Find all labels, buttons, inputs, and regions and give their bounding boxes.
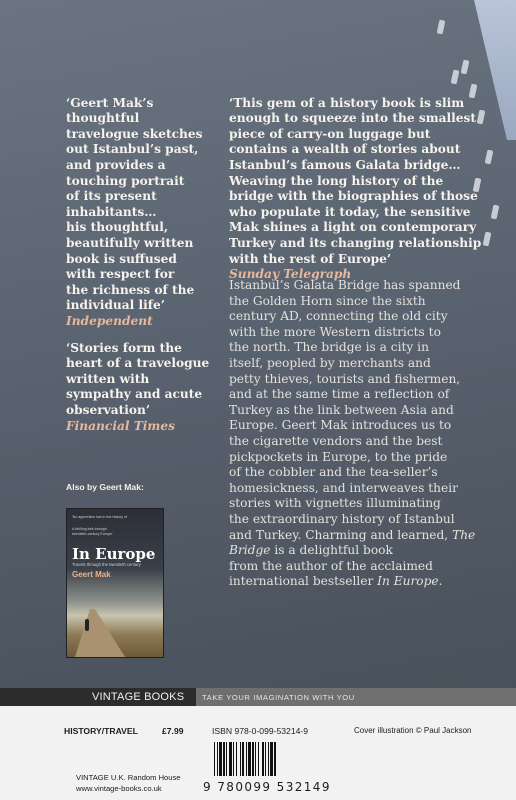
barcode-bar xyxy=(226,742,227,776)
category: HISTORY/TRAVEL xyxy=(64,726,138,736)
quote-text: ‘This gem of a history book is slim enough to squeeze into the smallest piece of carry-on luggage but contains a wealth of stories about Istanbul’s famous Galata bridge… Weaving the long history of the bridge with the biographies of those who populate it today, the sensitive Mak shines a light on contemporary Turkey and its changing relationship with the rest of Europe’ xyxy=(229,95,482,266)
publisher-tagline: TAKE YOUR IMAGINATION WITH YOU xyxy=(196,688,516,706)
barcode-bar xyxy=(246,742,247,776)
barcode-number: 9 780099 532149 xyxy=(203,780,331,794)
barcode-bar xyxy=(252,742,254,776)
barcode-bar xyxy=(255,742,256,776)
barcode-bar xyxy=(229,742,232,776)
publisher-brand: VINTAGE BOOKS xyxy=(92,691,185,703)
in-europe-book-cover: 'No apprentice lost in the history of A thrilling trek through twentieth-century Europe' In Europe Travels through the twentieth century Geert Mak xyxy=(66,508,164,658)
barcode-bar xyxy=(242,742,244,776)
barcode-bar xyxy=(223,742,225,776)
quote-text: ‘Geert Mak’s thoughtful travelogue sketches out Istanbul’s past, and provides a touching portrait of its present inhabitants… his thoughtful, beautifully written book is suffused with respect for the richness of the individual life’ xyxy=(66,95,203,313)
road-illustration xyxy=(75,609,125,657)
quote-text: ‘Stories form the heart of a travelogue written with sympathy and acute observation’ xyxy=(66,340,210,417)
barcode-bar xyxy=(265,742,266,776)
isbn: ISBN 978-0-099-53214-9 xyxy=(212,726,309,736)
thumb-title: In Europe xyxy=(72,545,156,563)
barcode-bar xyxy=(214,742,215,776)
barcode-bar xyxy=(262,742,264,776)
barcode-bar xyxy=(270,742,273,776)
blurb-other-title: In Europe xyxy=(377,574,439,589)
barcode-bar xyxy=(268,742,269,776)
barcode-bar xyxy=(217,742,218,776)
quote-source: Independent xyxy=(66,313,153,328)
thumb-subtitle: Travels through the twentieth century xyxy=(72,562,141,567)
thumb-author: Geert Mak xyxy=(72,570,111,579)
cover-credit: Cover illustration © Paul Jackson xyxy=(354,726,472,735)
barcode-bar xyxy=(248,742,251,776)
barcode-bar xyxy=(233,742,234,776)
blurb-book-title: The Bridge xyxy=(229,527,476,558)
review-quote-independent xyxy=(66,80,216,345)
price: £7.99 xyxy=(162,726,184,736)
barcode-bar xyxy=(258,742,259,776)
publisher-address: VINTAGE U.K. Random House www.vintage-books.co.uk xyxy=(76,773,181,793)
walker-figure xyxy=(85,619,89,631)
quote-source: Financial Times xyxy=(66,418,175,433)
retail-info-panel xyxy=(0,706,516,800)
publisher-band xyxy=(0,688,516,706)
review-quote-sunday-telegraph xyxy=(229,80,489,298)
barcode-bar xyxy=(219,742,222,776)
book-description: Istanbul’s Galata Bridge has spanned the Golden Horn since the sixth century AD, connecting the old city with the more Western districts to the north. The bridge is a city in itself, peopled by merchants and petty thieves, tourists and fishermen, and at the same time a reflection of Turkey as the link between Asia and Europe. Geert Mak introduces us to the cigarette vendors and the best pickpockets in Europe, to the pride of the cobbler and the tea-seller’s homesickness, and interweaves their stories with vignettes illuminating the extraordinary history of Istanbul and Turkey. Charming and learned, The Bridge is a delightful book from the author of the acclaimed international bestseller In Europe. xyxy=(229,278,476,589)
quote-source: Sunday Telegraph xyxy=(229,267,352,282)
barcode-bar xyxy=(240,742,241,776)
barcode-bar xyxy=(236,742,237,776)
also-by-label: Also by Geert Mak: xyxy=(66,482,144,492)
review-quote-financial-times xyxy=(66,325,226,450)
barcode-bar xyxy=(274,742,276,776)
